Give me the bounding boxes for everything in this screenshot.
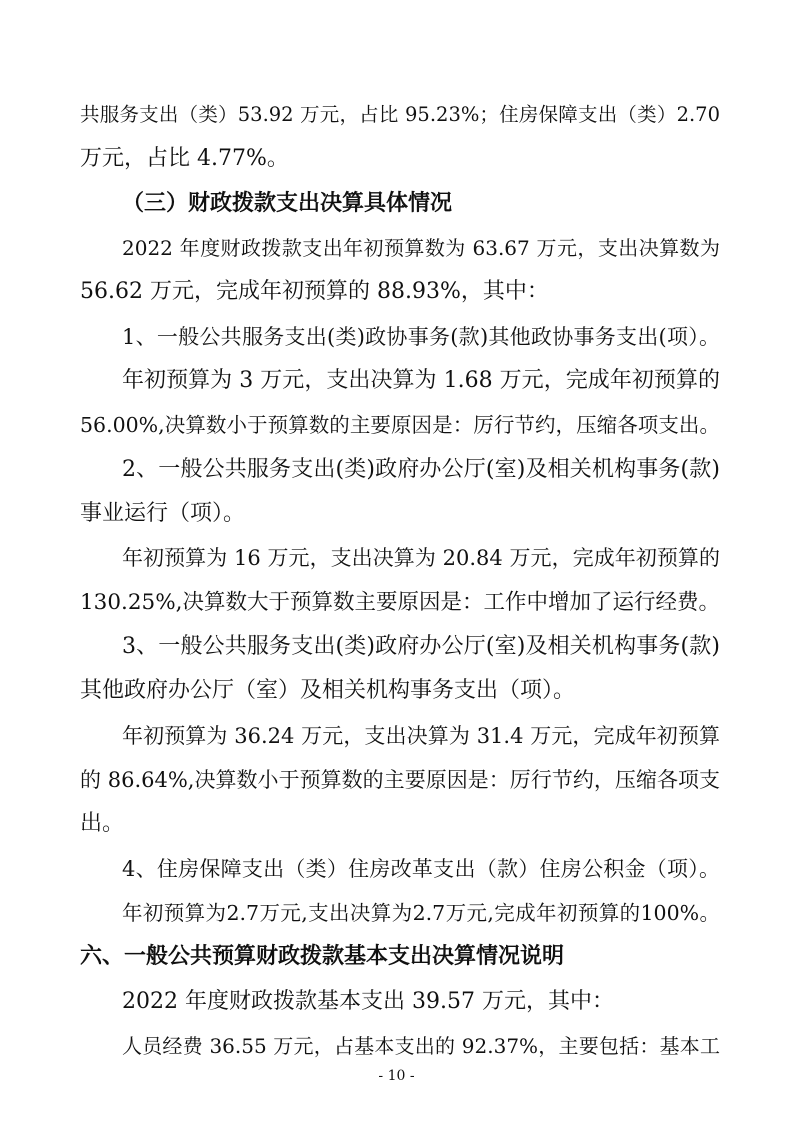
paragraph-line: 56.62 万元，完成年初预算的 88.93%，其中： — [80, 279, 549, 304]
paragraph-line: 年初预算为 16 万元，支出决算为 20.84 万元，完成年初预算的 — [122, 546, 720, 570]
list-item-heading: 1、一般公共服务支出(类)政协事务(款)其他政协事务支出(项）。 — [122, 325, 720, 349]
list-item-heading: 2、一般公共服务支出(类)政府办公厅(室)及相关机构事务(款) — [122, 457, 720, 482]
paragraph-line: 的 86.64%,决算数小于预算数的主要原因是：厉行节约，压缩各项支 — [80, 768, 720, 792]
paragraph-line: 2022 年度财政拨款支出年初预算数为 63.67 万元，支出决算数为 — [122, 236, 720, 260]
paragraph-line: 万元，占比 4.77%。 — [80, 146, 289, 171]
section-heading: （三）财政拨款支出决算具体情况 — [122, 191, 453, 216]
list-item-heading: 3、一般公共服务支出(类)政府办公厅(室)及相关机构事务(款) — [122, 634, 720, 659]
paragraph-line: 130.25%,决算数大于预算数主要原因是：工作中增加了运行经费。 — [80, 590, 720, 615]
paragraph-line: 出。 — [80, 811, 125, 836]
paragraph-line: 56.00%,决算数小于预算数的主要原因是：厉行节约，压缩各项支出。 — [80, 413, 720, 437]
list-item-heading: 4、住房保障支出（类）住房改革支出（款）住房公积金（项）。 — [122, 857, 720, 881]
section-heading: 六、一般公共预算财政拨款基本支出决算情况说明 — [80, 944, 565, 969]
paragraph-line: 事业运行（项）。 — [80, 501, 246, 526]
page-number: - 10 - — [378, 1068, 415, 1084]
paragraph-line: 年初预算为 3 万元，支出决算为 1.68 万元，完成年初预算的 — [122, 368, 720, 393]
paragraph-line: 共服务支出（类）53.92 万元，占比 95.23%；住房保障支出（类）2.70 — [80, 103, 720, 126]
paragraph-line: 人员经费 36.55 万元，占基本支出的 92.37%，主要包括：基本工 — [122, 1034, 720, 1058]
paragraph-line: 2022 年度财政拨款基本支出 39.57 万元，其中： — [122, 989, 614, 1014]
paragraph-line: 其他政府办公厅（室）及相关机构事务支出（项）。 — [80, 678, 576, 703]
paragraph-line: 年初预算为 36.24 万元，支出决算为 31.4 万元，完成年初预算 — [122, 724, 720, 748]
paragraph-line: 年初预算为2.7万元,支出决算为2.7万元,完成年初预算的100%。 — [122, 901, 720, 925]
